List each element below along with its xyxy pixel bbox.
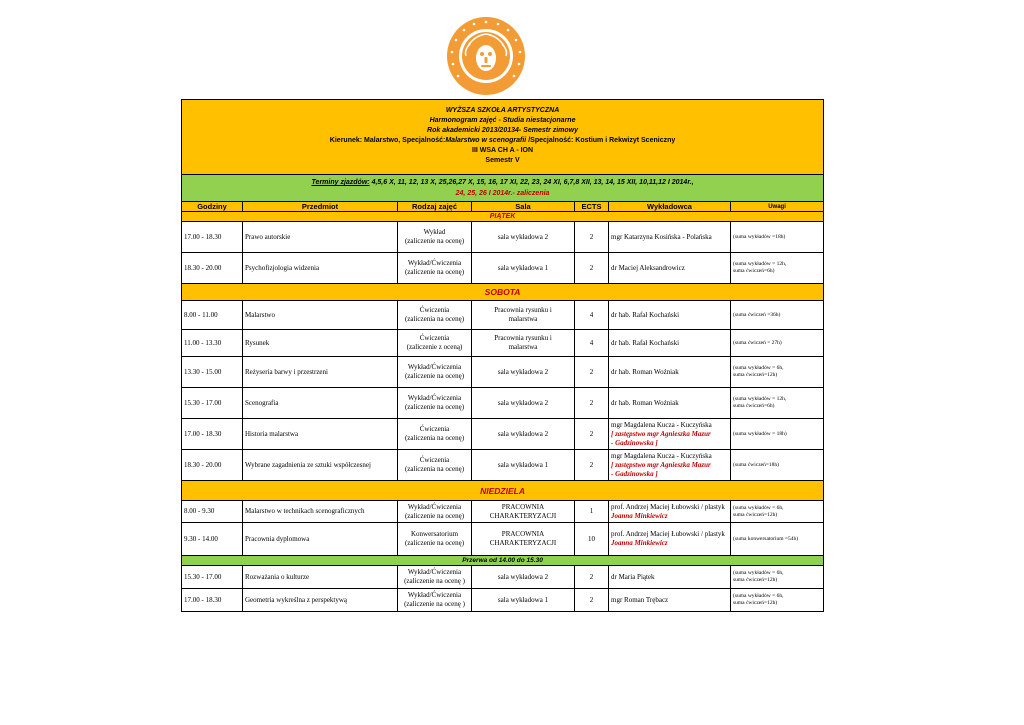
col-header-hours: Godziny (182, 202, 243, 212)
col-header-lecturer: Wykładowca (609, 202, 731, 212)
cell-notes: (suma wykładów = 6h, suma ćwiczeń=12h) (731, 589, 824, 612)
schedule-header (182, 100, 824, 175)
cell-subject: Wybrane zagadnienia ze sztuki współczesnej (243, 450, 398, 481)
cell-subject: Pracownia dyplomowa (243, 523, 398, 556)
cell-room: PRACOWNIA CHARAKTERYZACJI (472, 523, 575, 556)
terms-label: Terminy zjazdów: (311, 179, 370, 186)
cell-type: Wykład/Ćwiczenia (zaliczenie na ocenę) (398, 357, 472, 388)
cell-time: 17.00 - 18.30 (182, 589, 243, 612)
cell-notes: (suma wykładów = 6h, suma ćwiczeń=12h) (731, 357, 824, 388)
table-row (182, 330, 824, 357)
cell-subject: Scenografia (243, 388, 398, 419)
cell-notes: (suma wykładów = 6h, suma ćwiczeń=12h) (731, 501, 824, 523)
cell-notes: (suma ćwiczeń=18h) (731, 450, 824, 481)
cell-lecturer: dr hab. Rafał Kochański (609, 301, 731, 330)
cell-room: sala wykładowa 1 (472, 589, 575, 612)
cell-time: 15.30 - 17.00 (182, 388, 243, 419)
cell-time: 17.00 - 18.30 (182, 222, 243, 253)
day-header-sunday: NIEDZIELA (182, 481, 824, 501)
cell-time: 13.30 - 15.00 (182, 357, 243, 388)
cell-ects: 10 (575, 523, 609, 556)
col-header-room: Sala (472, 202, 575, 212)
field-of-study: Kierunek: Malarstwo, Specjalność:Malarstwo w scenografii /Specjalność: Kostium i Rekwizyt Sceniczny (329, 137, 676, 144)
cell-lecturer: mgr Magdalena Kucza - Kuczyńska [ zastępstwo mgr Agnieszka Mazur - Gadzinowska ] (609, 450, 731, 481)
cell-subject: Rozważania o kulturze (243, 566, 398, 589)
cell-time: 17.00 - 18.30 (182, 419, 243, 450)
cell-time: 9.30 - 14.00 (182, 523, 243, 556)
cell-room: sala wykładowa 2 (472, 388, 575, 419)
cell-time: 18.30 - 20.00 (182, 253, 243, 284)
cell-type: Ćwiczenia (zaliczenia na ocenę) (398, 450, 472, 481)
schedule-table (181, 99, 824, 612)
table-row (182, 222, 824, 253)
meeting-dates (182, 175, 824, 202)
cell-notes: (suma wykładów =18h) (731, 222, 824, 253)
cell-lecturer: dr Maria Piątek (609, 566, 731, 589)
cell-room: sala wykładowa 1 (472, 450, 575, 481)
cell-type: Wykład/Ćwiczenia (zaliczenie na ocenę) (398, 253, 472, 284)
cell-subject: Psychofizjologia widzenia (243, 253, 398, 284)
cell-subject: Malarstwo (243, 301, 398, 330)
day-header-friday: PIĄTEK (182, 212, 824, 222)
cell-lecturer: mgr Magdalena Kucza - Kuczyńska [ zastępstwo mgr Agnieszka Mazur - Gadzinowska ] (609, 419, 731, 450)
cell-ects: 2 (575, 357, 609, 388)
cell-type: Ćwiczenia (zaliczenia na ocenę) (398, 301, 472, 330)
table-row (182, 566, 824, 589)
cell-subject: Historia malarstwa (243, 419, 398, 450)
cell-type: Ćwiczenia (zaliczenia na ocenę) (398, 419, 472, 450)
cell-ects: 2 (575, 450, 609, 481)
cell-lecturer: dr hab. Roman Woźniak (609, 357, 731, 388)
cell-ects: 2 (575, 222, 609, 253)
cell-notes: (suma konwersatorium =54h) (731, 523, 824, 556)
table-row (182, 357, 824, 388)
table-row (182, 501, 824, 523)
cell-lecturer: dr hab. Roman Woźniak (609, 388, 731, 419)
cell-room: sala wykładowa 2 (472, 566, 575, 589)
cell-type: Wykład (zaliczenie na ocenę) (398, 222, 472, 253)
cell-type: Wykład/Ćwiczenia (zaliczenie na ocenę) (398, 388, 472, 419)
cell-room: Pracownia rysunku i malarstwa (472, 330, 575, 357)
cell-notes: (suma wykładów = 12h, suma ćwiczeń=6h) (731, 253, 824, 284)
cell-room: Pracownia rysunku i malarstwa (472, 301, 575, 330)
cell-notes: (suma ćwiczeń =36h) (731, 301, 824, 330)
table-row (182, 523, 824, 556)
cell-room: sala wykładowa 2 (472, 357, 575, 388)
cell-lecturer: prof. Andrzej Maciej Łubowski / plastyk Joanna Minkiewicz (609, 501, 731, 523)
cell-lecturer: mgr Roman Trębacz (609, 589, 731, 612)
cell-notes: (suma ćwiczeń = 27h) (731, 330, 824, 357)
school-name: WYŻSZA SZKOŁA ARTYSTYCZNA (445, 107, 560, 114)
terms-dates: 4,5,6 X, 11, 12, 13 X, 25,26,27 X, 15, 16, 17 XI, 22, 23, 24 XI, 6,7,8 XII, 13, 14, 15 XII, 10,11,12 I 2014r., (369, 179, 694, 186)
cell-room: PRACOWNIA CHARAKTERYZACJI (472, 501, 575, 523)
cell-notes: (suma wykładów = 18h) (731, 419, 824, 450)
col-header-ects: ECTS (575, 202, 609, 212)
cell-time: 15.30 - 17.00 (182, 566, 243, 589)
cell-time: 8.00 - 9.30 (182, 501, 243, 523)
cell-lecturer: dr Maciej Aleksandrowicz (609, 253, 731, 284)
col-header-type: Rodzaj zajęć (398, 202, 472, 212)
cell-time: 11.00 - 13.30 (182, 330, 243, 357)
cell-ects: 2 (575, 589, 609, 612)
school-logo (446, 16, 526, 96)
cell-ects: 2 (575, 253, 609, 284)
cell-notes: (suma wykładów = 6h, suma ćwiczeń=12h) (731, 566, 824, 589)
semester: Semestr V (485, 157, 520, 164)
table-row (182, 450, 824, 481)
cell-ects: 2 (575, 388, 609, 419)
table-row (182, 589, 824, 612)
cell-type: Wykład/Ćwiczenia (zaliczenie na ocenę ) (398, 589, 472, 612)
cell-ects: 4 (575, 301, 609, 330)
cell-type: Konwersatorium (zaliczenie na ocenę) (398, 523, 472, 556)
cell-subject: Rysunek (243, 330, 398, 357)
group-code: III WSA CH A - ION (472, 147, 534, 154)
cell-ects: 1 (575, 501, 609, 523)
cell-time: 8.00 - 11.00 (182, 301, 243, 330)
table-row (182, 419, 824, 450)
column-headers (182, 202, 824, 212)
cell-room: sala wykładowa 2 (472, 419, 575, 450)
table-row (182, 301, 824, 330)
schedule-title: Harmonogram zajęć - Studia niestacjonarne (429, 117, 576, 124)
cell-room: sala wykładowa 1 (472, 253, 575, 284)
academic-year: Rok akademicki 2013/20134- Semestr zimowy (427, 127, 579, 134)
cell-subject: Geometria wykreślna z perspektywą (243, 589, 398, 612)
cell-type: Wykład/Ćwiczenia (zaliczenie na ocenę ) (398, 566, 472, 589)
break-row: Przerwa od 14.00 do 15.30 (182, 556, 824, 566)
cell-subject: Prawo autorskie (243, 222, 398, 253)
cell-lecturer: prof. Andrzej Maciej Łubowski / plastyk Joanna Minkiewicz (609, 523, 731, 556)
cell-ects: 4 (575, 330, 609, 357)
cell-room: sala wykładowa 2 (472, 222, 575, 253)
day-header-saturday: SOBOTA (182, 284, 824, 301)
cell-type: Wykład/Ćwiczenia (zaliczenie na ocenę) (398, 501, 472, 523)
cell-time: 18.30 - 20.00 (182, 450, 243, 481)
cell-notes: (suma wykładów = 12h, suma ćwiczeń=6h) (731, 388, 824, 419)
cell-ects: 2 (575, 566, 609, 589)
terms-final: 24, 25, 26 I 2014r.- zaliczenia (455, 190, 550, 197)
col-header-subject: Przedmiot (243, 202, 398, 212)
cell-type: Ćwiczenia (zaliczenie z oceną) (398, 330, 472, 357)
cell-lecturer: mgr Katarzyna Kosińska - Polańska (609, 222, 731, 253)
cell-subject: Reżyseria barwy i przestrzeni (243, 357, 398, 388)
table-row (182, 253, 824, 284)
col-header-notes: Uwagi (731, 202, 824, 212)
cell-ects: 2 (575, 419, 609, 450)
cell-lecturer: dr hab. Rafał Kochański (609, 330, 731, 357)
cell-subject: Malarstwo w technikach scenograficznych (243, 501, 398, 523)
table-row (182, 388, 824, 419)
